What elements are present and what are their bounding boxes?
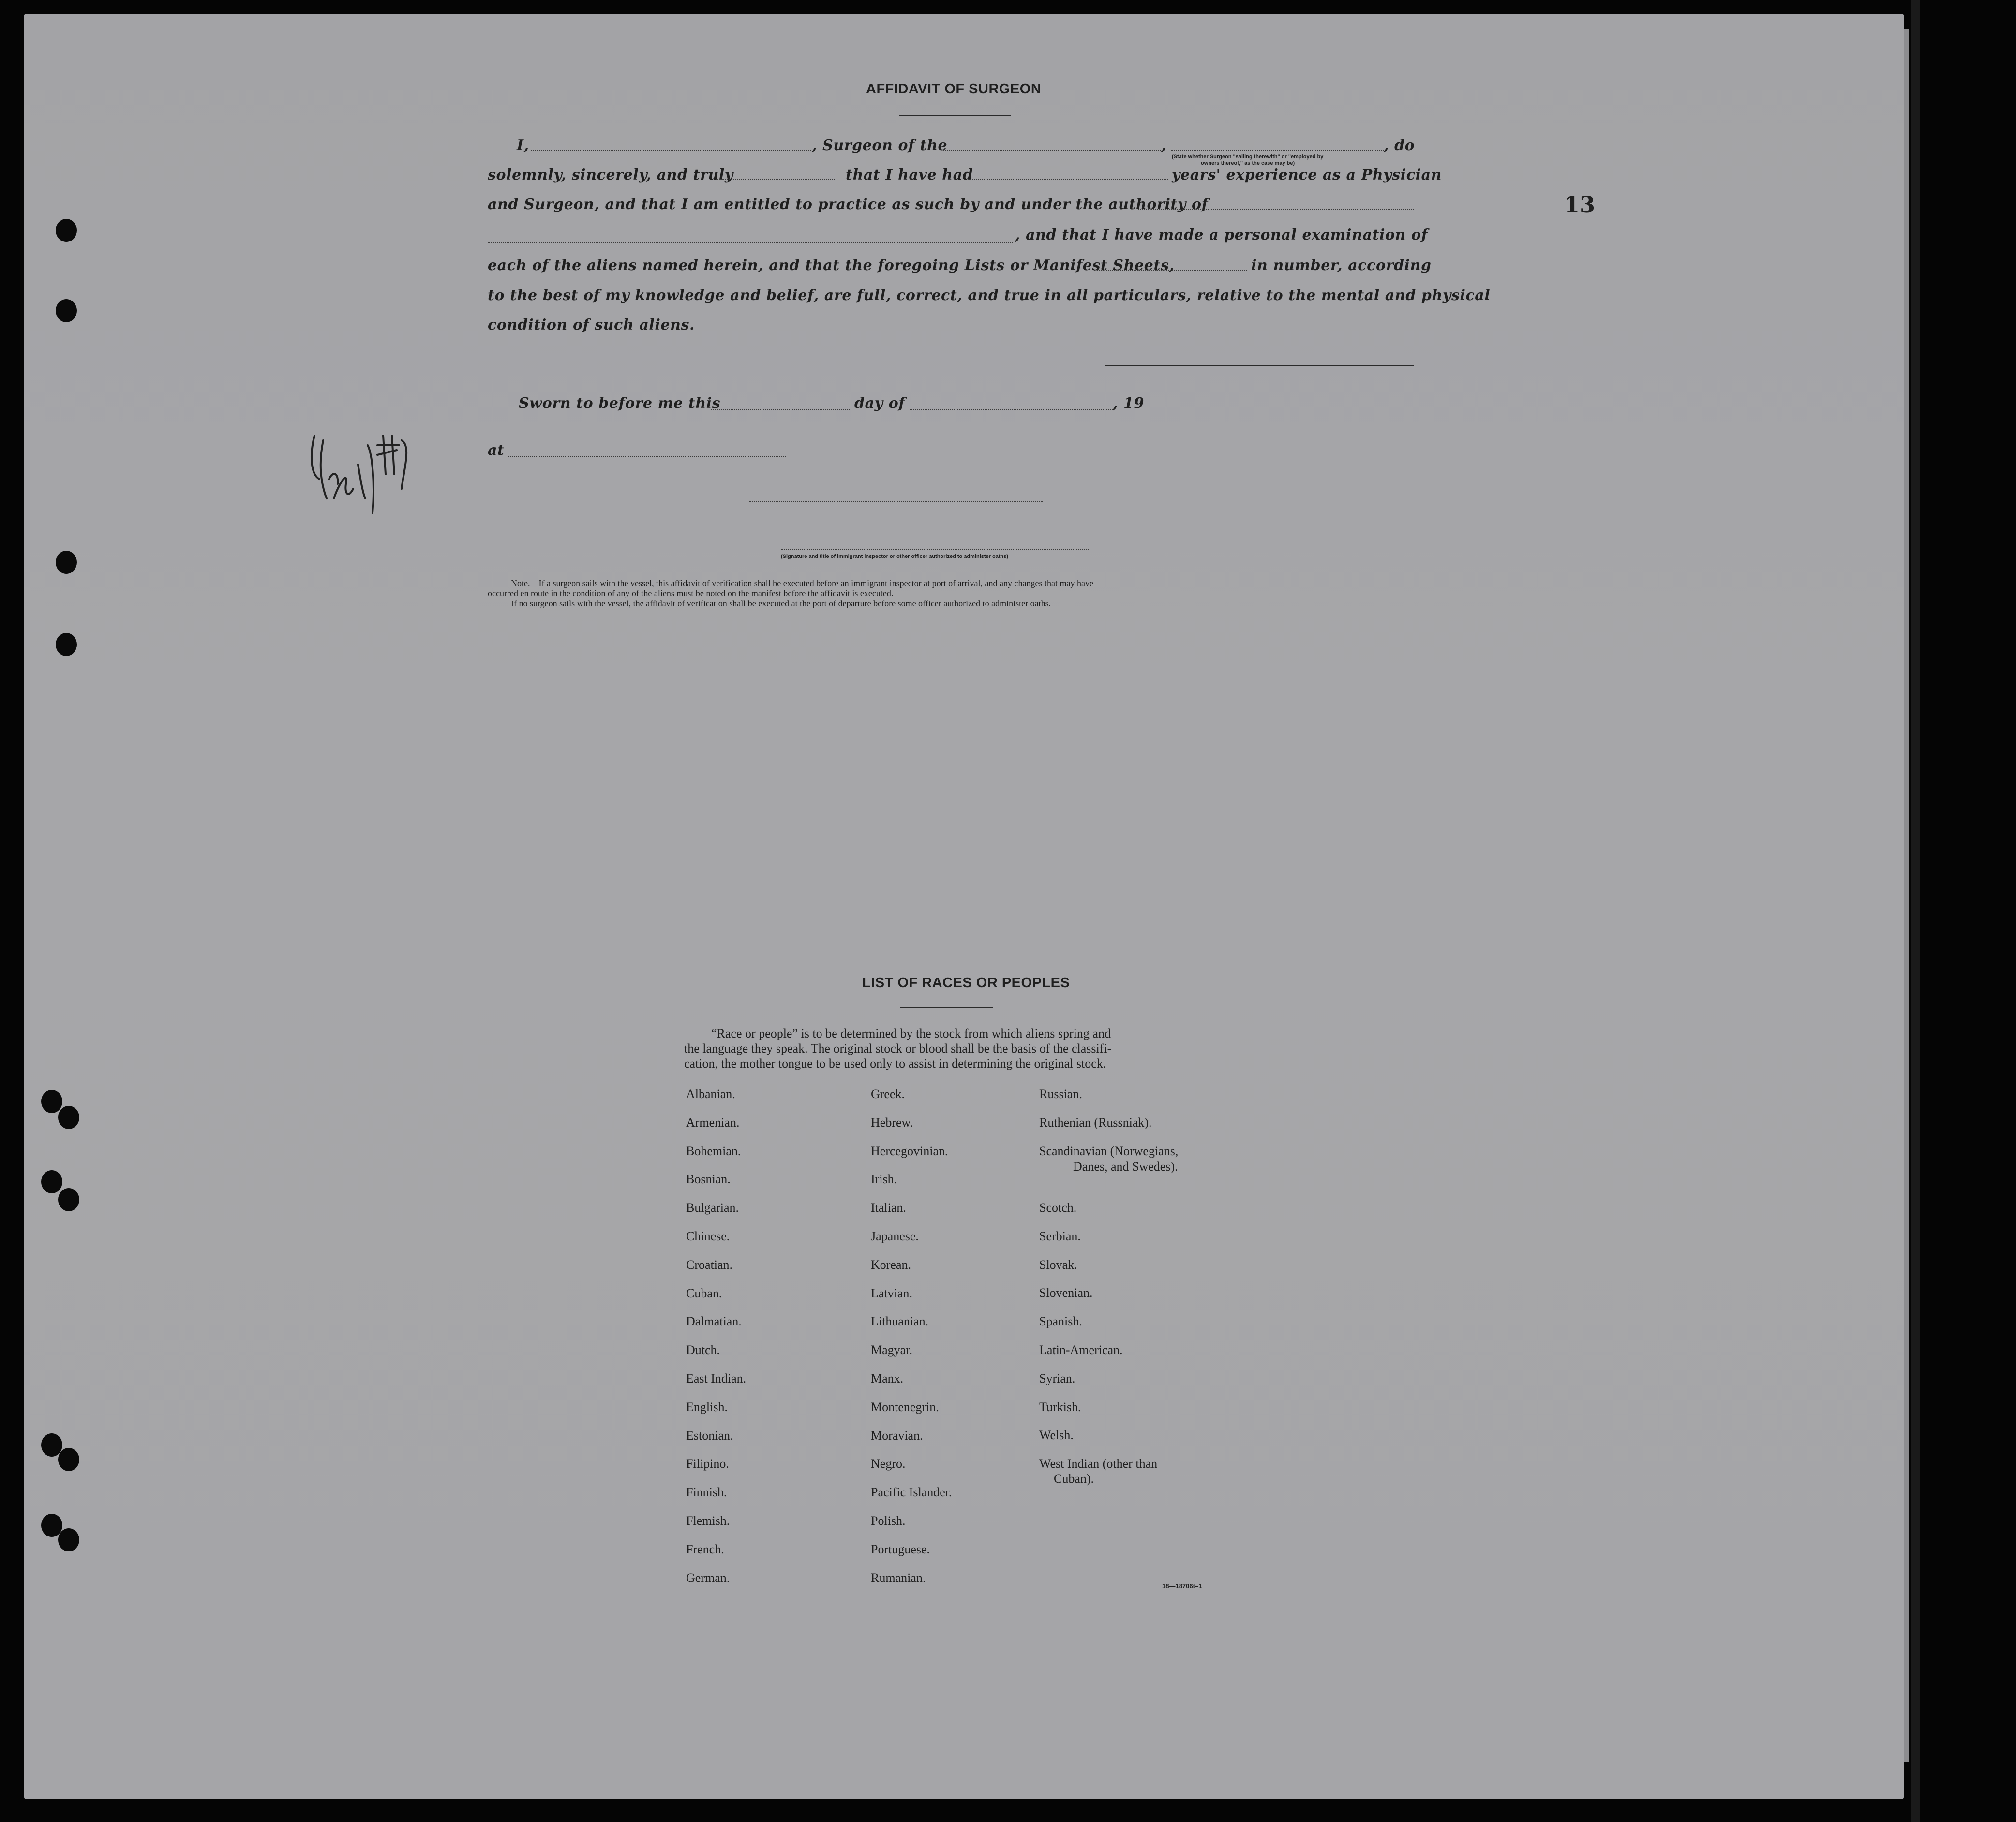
punch-hole: [56, 219, 77, 242]
punch-hole: [41, 1090, 62, 1113]
race-item: Flemish.: [686, 1514, 730, 1528]
race-item: Ruthenian (Russniak).: [1039, 1115, 1152, 1129]
punch-hole: [56, 299, 77, 322]
race-item: Hercegovinian.: [871, 1144, 948, 1158]
punch-hole: [56, 551, 77, 574]
affidavit-line-2-start: solemnly, sincerely, and truly: [488, 166, 733, 183]
affidavit-line-2-mid: that I have had: [846, 166, 973, 183]
race-item: Irish.: [871, 1172, 897, 1187]
authority-field-1[interactable]: [1138, 209, 1414, 210]
at-label: at: [488, 442, 505, 459]
affidavit-line-6: to the best of my knowledge and belief, are full, correct, and true in all particulars, relative to the mental and physical: [488, 287, 1491, 304]
race-item: Russian.: [1039, 1087, 1082, 1101]
race-item: Latvian.: [871, 1286, 912, 1300]
surgeon-status-note-2: owners thereof," as the case may be): [1201, 160, 1295, 166]
race-item-continued: Cuban).: [1054, 1472, 1094, 1486]
surgeon-name-field[interactable]: [531, 150, 811, 151]
document-page: [24, 14, 1904, 1799]
affidavit-line-3: and Surgeon, and that I am entitled to practice as such by and under the authority of: [488, 196, 1209, 213]
race-item: Chinese.: [686, 1229, 730, 1243]
punch-hole: [58, 1188, 79, 1211]
sworn-day-of: day of: [854, 395, 905, 412]
binding-edge: [1911, 0, 1920, 1822]
race-item: Hebrew.: [871, 1115, 913, 1129]
race-item: Bulgarian.: [686, 1201, 739, 1215]
authority-field-2[interactable]: [488, 242, 1013, 243]
race-item: Albanian.: [686, 1087, 735, 1101]
race-item: Rumanian.: [871, 1570, 926, 1585]
race-item: Polish.: [871, 1514, 906, 1528]
sworn-day-field[interactable]: [711, 409, 851, 410]
sheet-count-field[interactable]: [1094, 270, 1247, 271]
race-item: East Indian.: [686, 1371, 747, 1385]
note-line-1: Note.—If a surgeon sails with the vessel, this affidavit of verification shall be executed before an immigrant inspector at port of arrival, and any changes that may have: [511, 578, 1093, 588]
race-item: Estonian.: [686, 1428, 733, 1443]
form-code: 18—18706t–1: [1162, 1582, 1202, 1590]
officer-title-line[interactable]: [781, 549, 1089, 550]
race-item: Negro.: [871, 1457, 906, 1471]
race-item: Lithuanian.: [871, 1314, 929, 1329]
surgeon-signature-line[interactable]: [1105, 365, 1414, 366]
race-item: Cuban.: [686, 1286, 722, 1300]
races-title: LIST OF RACES OR PEOPLES: [862, 975, 1070, 991]
race-item: English.: [686, 1400, 728, 1414]
race-item: German.: [686, 1570, 730, 1585]
affidavit-line-5-start: each of the aliens named herein, and that the foregoing Lists or Manifest Sheets,: [488, 257, 1175, 274]
affidavit-line-7: condition of such aliens.: [488, 316, 695, 333]
affidavit-line-4: , and that I have made a personal examination of: [1015, 226, 1428, 243]
affidavit-line-1-end: , do: [1384, 137, 1415, 154]
punch-hole: [58, 1528, 79, 1551]
race-item: Scandinavian (Norwegians,: [1039, 1144, 1179, 1158]
race-item: Turkish.: [1039, 1400, 1081, 1414]
race-item: Syrian.: [1039, 1371, 1075, 1385]
race-item: Welsh.: [1039, 1428, 1074, 1443]
race-item: Portuguese.: [871, 1542, 930, 1556]
at-place-field[interactable]: [508, 456, 786, 457]
race-item: Slovak.: [1039, 1257, 1077, 1272]
race-item: Armenian.: [686, 1115, 740, 1129]
oath-type-field[interactable]: [716, 179, 835, 180]
affidavit-line-5-end: in number, according: [1251, 257, 1432, 274]
race-item: Croatian.: [686, 1257, 733, 1272]
punch-hole: [56, 633, 77, 656]
affidavit-line-1-comma: ,: [1161, 137, 1167, 154]
sworn-year: , 19: [1113, 395, 1145, 412]
handwritten-annotation: [300, 426, 426, 523]
race-item: Magyar.: [871, 1343, 912, 1357]
affidavit-line-1-start: I,: [517, 137, 529, 154]
officer-signature-caption: (Signature and title of immigrant inspector or other officer authorized to administer oaths): [781, 554, 1008, 559]
race-item: Korean.: [871, 1257, 911, 1272]
race-item: Manx.: [871, 1371, 904, 1385]
affidavit-title: AFFIDAVIT OF SURGEON: [866, 81, 1042, 97]
race-item: Dalmatian.: [686, 1314, 742, 1329]
affidavit-line-1-mid: , Surgeon of the: [812, 137, 948, 154]
race-item: Italian.: [871, 1201, 906, 1215]
affidavit-line-2-end: years' experience as a Physician: [1172, 166, 1442, 183]
race-item: Japanese.: [871, 1229, 919, 1243]
years-experience-field[interactable]: [968, 179, 1168, 180]
race-item: Moravian.: [871, 1428, 923, 1443]
race-item: Pacific Islander.: [871, 1485, 952, 1500]
races-intro-2: the language they speak. The original stock or blood shall be the basis of the classifi-: [684, 1041, 1112, 1055]
race-item: Bohemian.: [686, 1144, 741, 1158]
sworn-month-field[interactable]: [910, 409, 1113, 410]
surgeon-status-field[interactable]: [1171, 150, 1384, 151]
race-item: West Indian (other than: [1039, 1457, 1158, 1471]
sworn-label: Sworn to before me this: [519, 395, 721, 412]
page-edge: [1904, 29, 1909, 1762]
title-underline: [899, 115, 1011, 116]
punch-hole: [58, 1106, 79, 1129]
race-item: Bosnian.: [686, 1172, 731, 1187]
race-item-continued: Danes, and Swedes).: [1073, 1159, 1178, 1174]
punch-hole: [41, 1170, 62, 1193]
race-item: Spanish.: [1039, 1314, 1082, 1329]
race-item: Finnish.: [686, 1485, 727, 1500]
note-line-3: If no surgeon sails with the vessel, the affidavit of verification shall be executed at the port of departure before some officer authorized to administer oaths.: [511, 599, 1051, 608]
races-title-underline: [900, 1007, 993, 1008]
race-item: Filipino.: [686, 1457, 729, 1471]
page-number: 13: [1564, 192, 1596, 218]
surgeon-status-note-1: (State whether Surgeon "sailing therewith" or "employed by: [1172, 154, 1324, 160]
races-intro-3: cation, the mother tongue to be used only to assist in determining the original stock.: [684, 1056, 1106, 1070]
race-item: Dutch.: [686, 1343, 720, 1357]
race-item: Latin-American.: [1039, 1343, 1123, 1357]
punch-hole: [58, 1448, 79, 1471]
race-item: Montenegrin.: [871, 1400, 939, 1414]
race-item: Serbian.: [1039, 1229, 1081, 1243]
vessel-name-field[interactable]: [943, 150, 1161, 151]
officer-signature-line[interactable]: [749, 501, 1043, 502]
race-item: Greek.: [871, 1087, 905, 1101]
note-line-2: occurred en route in the condition of any of the aliens must be noted on the manifest before the affidavit is executed.: [488, 588, 894, 598]
race-item: Slovenian.: [1039, 1286, 1093, 1300]
races-intro-1: “Race or people” is to be determined by the stock from which aliens spring and: [711, 1026, 1111, 1040]
race-item: French.: [686, 1542, 724, 1556]
race-item: Scotch.: [1039, 1201, 1077, 1215]
